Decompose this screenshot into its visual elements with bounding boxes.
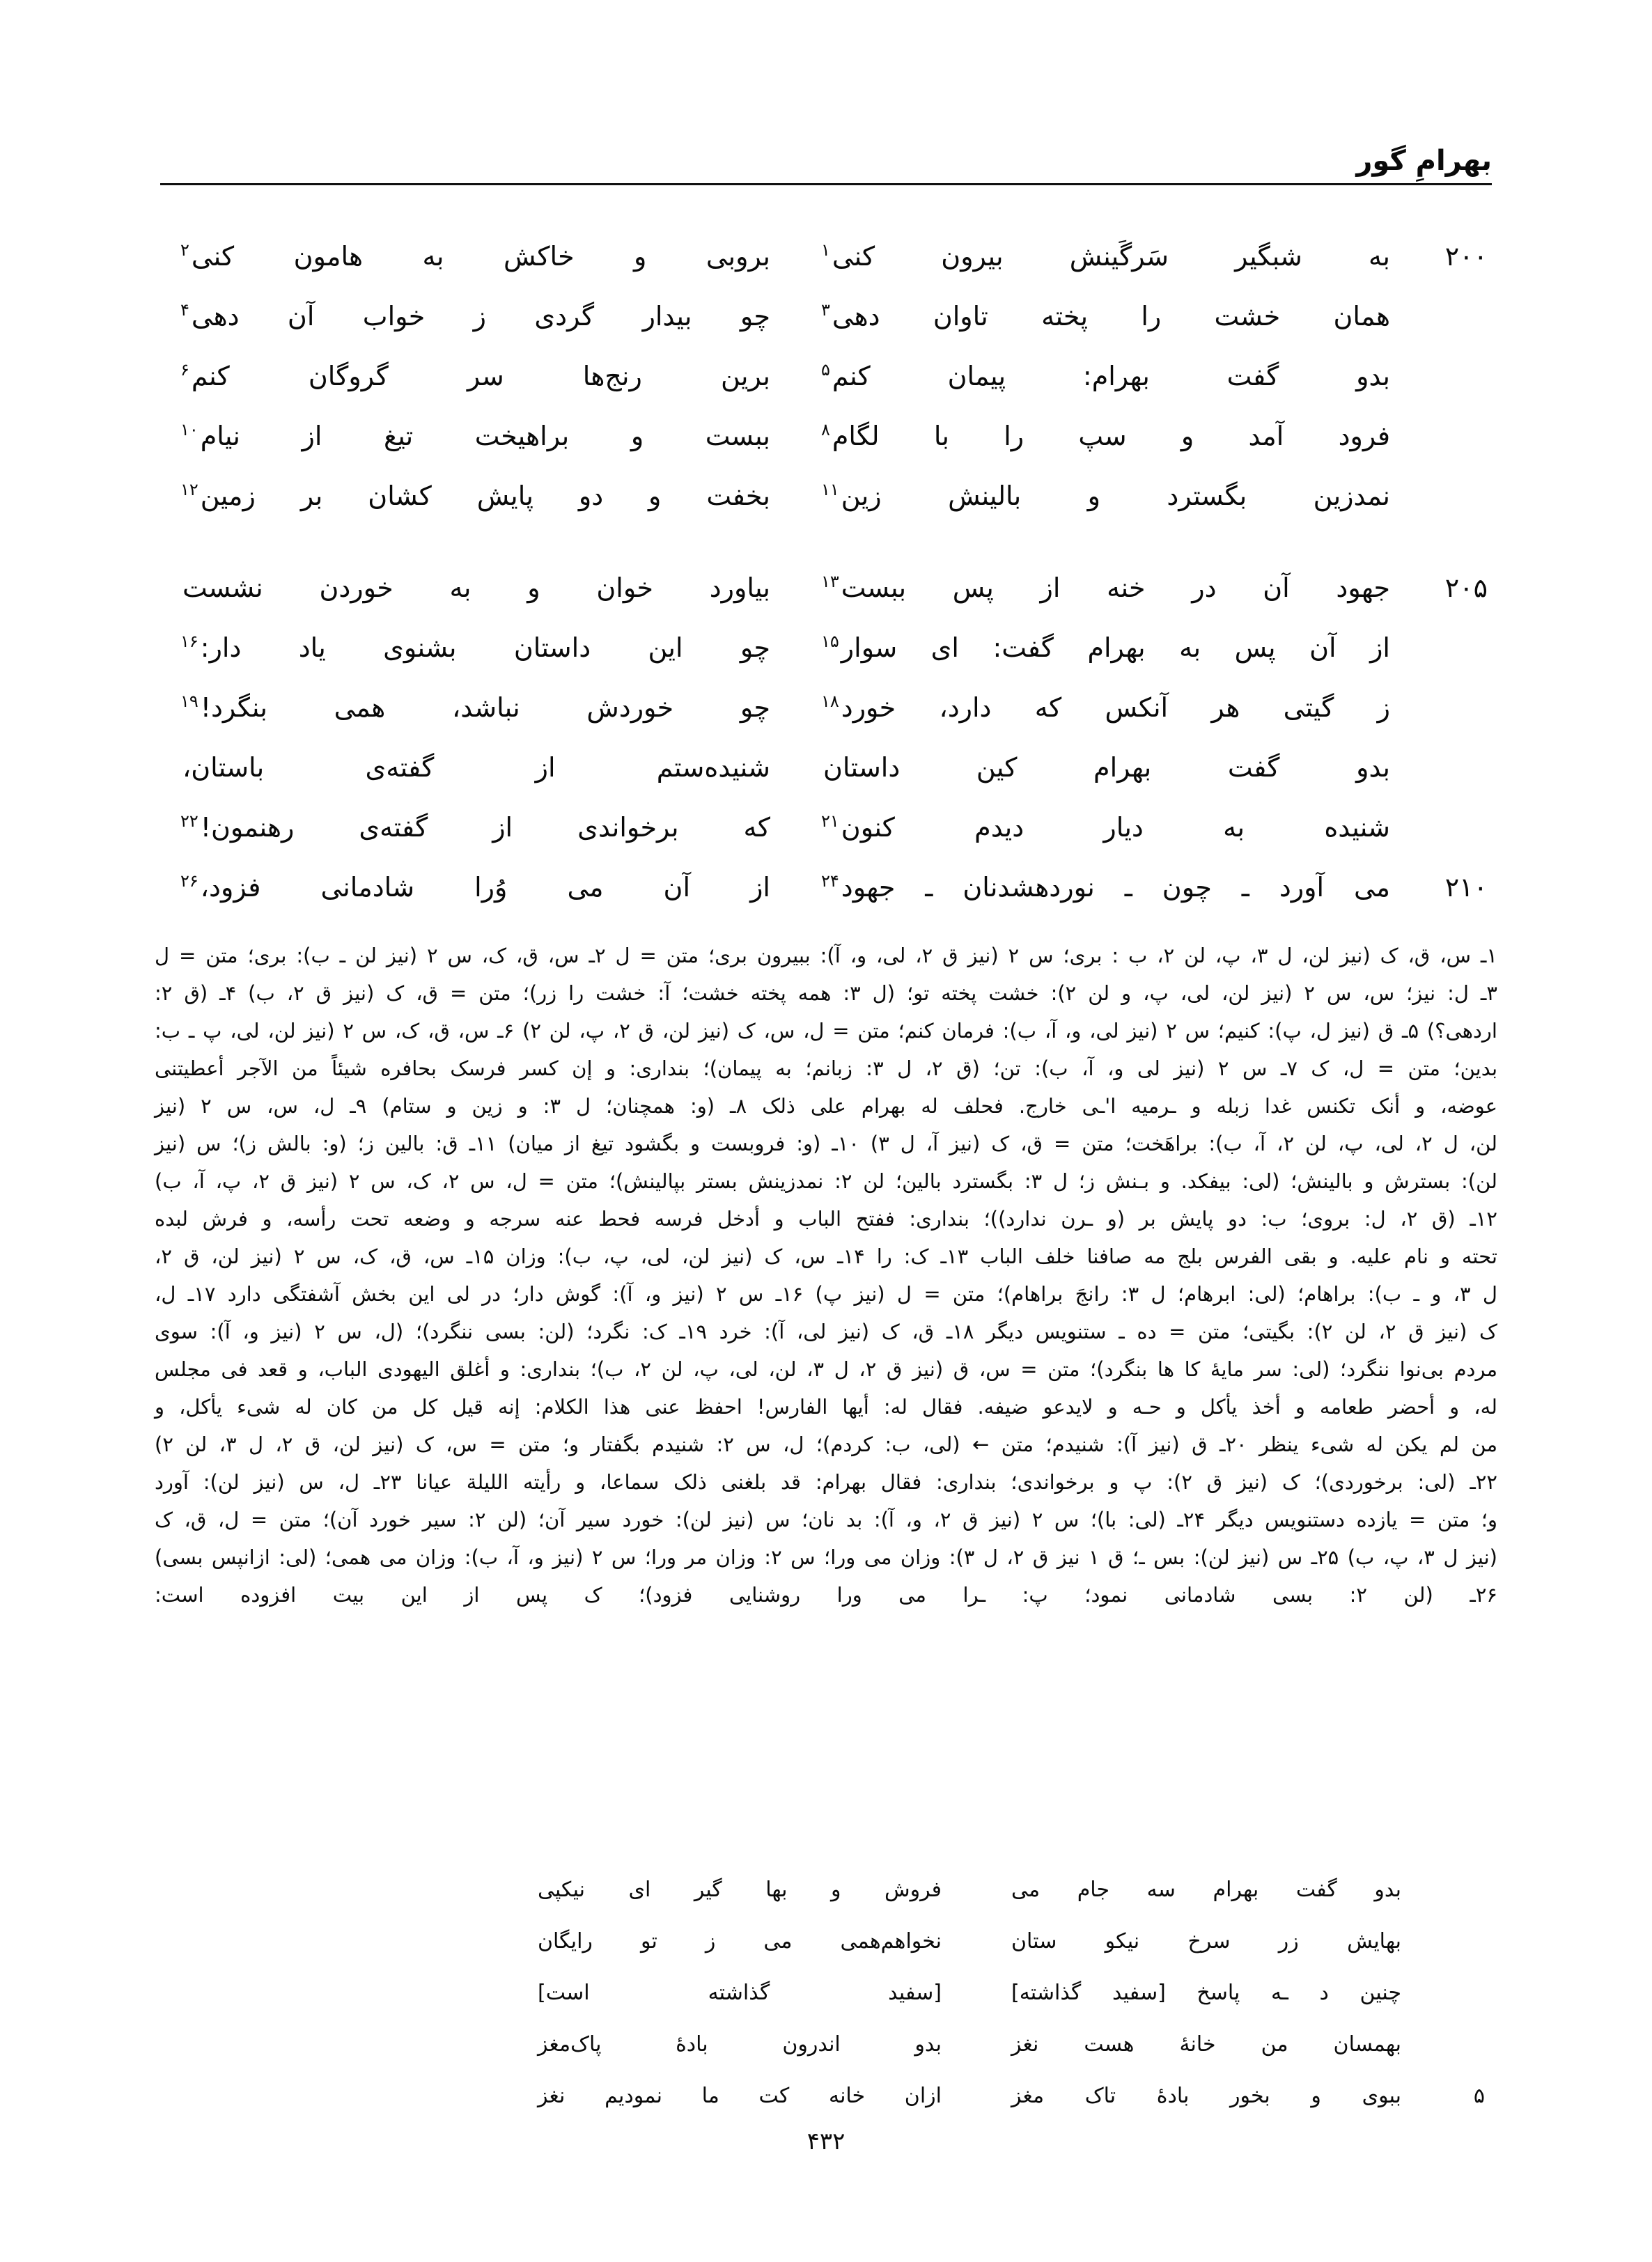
hemistich-first xyxy=(791,741,1390,794)
hemistich-text: می آورد ـ چون ـ نوردهشدنان ـ جهود xyxy=(841,872,1390,903)
hemistich-text: ز گیتی هر آنکس که دارد، خورد xyxy=(841,692,1390,723)
hemistich-second xyxy=(178,230,791,283)
quoted-hemistich-second: بدو اندرون بادهٔ پاک‌مغز xyxy=(538,2032,942,2057)
apparatus-line: اردهی؟) ۵ـ ق (نیز ل، پ): کنیم؛ س ۲ (نیز لی، و، آ، ب): فرمان کنم؛ متن = ل، س، ک (نیز لن، ق ۲، پ، لن ۲) ۶ـ س، ق، ک، س ۲ (نیز لن، لی، پ ـ ب: xyxy=(155,1019,1497,1043)
quoted-verse-number: ۵ xyxy=(1473,2084,1485,2108)
hemistich-text: شنیده‌ستم از گفته‌ی باستان، xyxy=(182,752,770,783)
apparatus-line: ۲۶ـ (لن ۲: بسی شادمانی نمود؛ پ: ـرا می ورا روشنایی فزود)؛ ک پس از این بیت افزوده است: xyxy=(155,1583,1497,1607)
hemistich-second xyxy=(178,410,791,462)
hemistich-text: از آن می وُرا شادمانی فزود، xyxy=(200,872,770,903)
verse-number: ۲۱۰ xyxy=(1444,872,1488,903)
apparatus-line: بدین؛ متن = ل، ک ۷ـ س ۲ (نیز لی و، آ، ب): تن؛ (ق ۲، ل ۳: زبانم؛ به پیمان)؛ بنداری: و إن کسر فرسک بحافره شیئاً من الآجر أعطیتنی xyxy=(155,1056,1498,1080)
stanza-205 xyxy=(160,561,1492,914)
hemistich-second xyxy=(178,469,791,522)
hemistich-first xyxy=(791,801,1390,854)
hemistich-text: از آن پس به بهرام گفت: ای سوار xyxy=(841,632,1390,663)
header-rule xyxy=(160,183,1492,185)
hemistich-first xyxy=(791,621,1390,674)
footnote-ref: ۱۱ xyxy=(821,480,839,500)
quoted-hemistich-second: فروش و بها گیر ای نیکپی xyxy=(538,1878,942,1902)
quoted-hemistich-first: چنین د ـه پاسخ [سفید گذاشته] xyxy=(1011,1981,1401,2005)
hemistich-second xyxy=(178,561,791,614)
footnote-ref: ۲ xyxy=(180,240,189,260)
hemistich-first xyxy=(791,469,1390,522)
quoted-verse-line xyxy=(160,1970,1492,2017)
apparatus-line: ل ۳، و ـ ب): براهام؛ (لی: ابرهام؛ ل ۳: رانجَ براهام)؛ متن = ل (نیز پ) ۱۶ـ س ۲ (نیز و، آ): گوش دار؛ در لی این بخش آشفتگی دارد ۱۷ـ ل، xyxy=(155,1282,1497,1306)
quoted-hemistich-first: بهایش زر سرخ نیکو ستان xyxy=(1011,1929,1401,1953)
apparatus-line: لن، ل ۲، لی، پ، لن ۲، آ، ب): براهَخت؛ متن = ق، ک (نیز آ، ل ۳) ۱۰ـ (و: فروبست و بگشود تیغ از میان) ۱۱ـ ق: بالین ز؛ (و: بالش ز)؛ س (نیز xyxy=(155,1132,1497,1155)
footnote-ref: ۱۲ xyxy=(180,480,198,500)
hemistich-first xyxy=(791,681,1390,734)
folio-number: ۴۳۲ xyxy=(806,2128,846,2155)
verse-number: ۲۰۵ xyxy=(1444,572,1488,603)
footnote-ref: ۴ xyxy=(180,300,189,320)
hemistich-text: جهود آن در خنه از پس ببست xyxy=(841,572,1390,603)
hemistich-text: فرود آمد و سپ را با لگام xyxy=(832,421,1390,451)
hemistich-text: شنیده به دیار دیدم کنون xyxy=(841,812,1390,843)
apparatus-line: ۱ـ س، ق، ک (نیز لن، ل ۳، پ، لن ۲، ب : بری؛ س ۲ (نیز ق ۲، لی، و، آ): ببیرون بری؛ متن = ل ۲ـ س، ق، ک، س ۲ (نیز لن ـ ب): بری؛ متن = ل xyxy=(155,944,1497,967)
verse-line xyxy=(160,621,1492,674)
apparatus-line: مردم بی‌نوا ننگرد؛ (لی: سر مایهٔ کا ها بنگرد)؛ متن = س، ق (نیز ق ۲، ل ۳، لن، لی، پ، لن ۲، ب)؛ بنداری: و أغلق الیهودی الباب، و قعد فی مجلس xyxy=(155,1357,1497,1381)
header-rule-dash xyxy=(160,183,244,185)
footnote-ref: ۲۶ xyxy=(180,871,198,891)
hemistich-first xyxy=(791,290,1390,343)
verse-line xyxy=(160,861,1492,914)
quoted-hemistich-second: ازان خانه کت ما نمودیم نغز xyxy=(538,2084,942,2108)
hemistich-second xyxy=(178,861,791,914)
verse-line xyxy=(160,801,1492,854)
hemistich-text: نمدزین بگسترد و بالینش زین xyxy=(841,481,1390,511)
apparatus-line: ۲۲ـ (لی: برخوردی)؛ ک (نیز ق ۲): پ و برخواندی؛ بنداری: فقال بهرام: قد بلغنی ذلک سماعا، و رأیته اللیلة عیانا ۲۳ـ ل، س (نیز لن): آورد xyxy=(155,1470,1498,1494)
quoted-verse-line xyxy=(160,2073,1492,2120)
hemistich-first xyxy=(791,561,1390,614)
apparatus-line: تحته و نام علیه. و بقی الفرس بلج مه صافنا خلف الباب ۱۳ـ ک: را ۱۴ـ س، ک (نیز لن، لی، پ، ب): وزان ۱۵ـ س، ق، ک، س ۲ (نیز لن، ق ۲، xyxy=(155,1245,1497,1268)
quoted-hemistich-second: نخواهم‌همی می ز تو رایگان xyxy=(538,1929,942,1953)
hemistich-second xyxy=(178,801,791,854)
hemistich-second xyxy=(178,350,791,403)
quoted-hemistich-first: ببوی و بخور بادهٔ تاک مغز xyxy=(1011,2084,1401,2108)
verse-line xyxy=(160,741,1492,794)
footnote-ref: ۱۵ xyxy=(821,632,839,652)
hemistich-text: چو بیدار گردی ز خواب آن دهی xyxy=(191,301,770,332)
verse-line xyxy=(160,230,1492,283)
apparatus-line: (نیز ل ۳، پ، ب) ۲۵ـ س (نیز لن): بس ـ؛ ق ۱ نیز ق ۲، ل ۳): وزان می ورا؛ س ۲: وزان مر ورا؛ س ۲ (نیز و، آ، ب): وزان می همی؛ (لی: ازانپس بسی) xyxy=(155,1545,1497,1569)
hemistich-first xyxy=(791,410,1390,462)
apparatus-line: ۳ـ ل: نیز؛ س، س ۲ (نیز لن، لی، پ، و لن ۲): خشت پخته تو؛ (ل ۳: همه پخته خشت؛ آ: خشت را زر)؛ متن = ق، ک (نیز ق ۲، ب) ۴ـ (ق ۲: xyxy=(155,981,1497,1005)
footnote-ref: ۱۶ xyxy=(180,632,198,652)
footnote-ref: ۲۱ xyxy=(821,811,839,832)
quoted-verse-block xyxy=(160,1866,1492,2124)
hemistich-second xyxy=(178,621,791,674)
apparatus-line: ک (نیز ق ۲، لن ۲): بگیتی؛ متن = ده ـ ستنویس دیگر ۱۸ـ ق، ک (نیز لی، آ): خرد ۱۹ـ ک: نگرد؛ (لن: بسی ننگرد)؛ (ل، س ۲ (نیز و، آ): سوی xyxy=(155,1320,1497,1343)
footnote-ref: ۱ xyxy=(821,240,830,260)
hemistich-first xyxy=(791,861,1390,914)
apparatus-line: لن): بسترش و بالینش؛ (لی: بیفکد. و بـنش ز؛ ل ۳: بگسترد بالین؛ لن ۲: نمدزینش بستر بپالینش)؛ متن = ل، س ۲، ک، س ۲ (نیز ق ۲، پ، آ، ب) xyxy=(155,1169,1498,1193)
apparatus-line: ۱۲ـ (ق ۲، ل: بروی؛ ب: دو پایش بر (و ـرن ندارد))؛ بنداری: ففتح الباب و أدخل فرسه فحط عنه سرجه و وضعه تحت رأسه، و فرش لبده xyxy=(155,1207,1497,1231)
quoted-verse-line xyxy=(160,1866,1492,1914)
hemistich-text: همان خشت را پخته تاوان دهی xyxy=(832,301,1390,332)
stanza-200 xyxy=(160,230,1492,522)
verse-line xyxy=(160,469,1492,522)
verse-line xyxy=(160,290,1492,343)
hemistich-text: بدو گفت بهرام: پیمان کنم xyxy=(832,361,1390,391)
footnote-ref: ۳ xyxy=(821,300,830,320)
hemistich-text: بدو گفت بهرام کین داستان xyxy=(823,752,1390,783)
hemistich-second xyxy=(178,681,791,734)
footnote-ref: ۸ xyxy=(821,420,830,440)
quoted-hemistich-first: بهمسان من خانهٔ هست نغز xyxy=(1011,2032,1401,2057)
quoted-hemistich-second: [سفید گذاشته است] xyxy=(538,1981,942,2005)
verse-body xyxy=(160,230,1492,953)
hemistich-text: بیاورد خوان و به خوردن نشست xyxy=(182,572,770,603)
critical-apparatus xyxy=(155,937,1497,1614)
footnote-ref: ۲۴ xyxy=(821,871,839,891)
hemistich-text: بخفت و دو پایش کشان بر زمین xyxy=(200,481,770,511)
running-head-title: بهرامِ گور xyxy=(1356,145,1492,177)
hemistich-second xyxy=(178,741,791,794)
hemistich-text: بروبی و خاکش به هامون کنی xyxy=(191,241,770,272)
hemistich-text: که برخواندی از گفته‌ی رهنمون! xyxy=(200,812,770,843)
apparatus-line: من لم یکن له شیء ینظر ۲۰ـ ق (نیز آ): شنیدم؛ متن ← (لی، ب: کردم)؛ ل، س ۲: شنیدم بگفتار و؛ متن = س، ک (نیز لن، ق ۲، ل ۳، لن ۲) xyxy=(155,1433,1497,1456)
quoted-hemistich-first: بدو گفت بهرام سه جام می xyxy=(1011,1878,1401,1902)
footnote-ref: ۱۰ xyxy=(180,420,198,440)
footnote-ref: ۱۸ xyxy=(821,692,839,712)
hemistich-second xyxy=(178,290,791,343)
hemistich-text: ببست و براهیخت تیغ از نیام xyxy=(200,421,770,451)
hemistich-first xyxy=(791,230,1390,283)
hemistich-text: چو این داستان بشنوی یاد دار: xyxy=(200,632,770,663)
verse-line xyxy=(160,561,1492,614)
footnote-ref: ۱۳ xyxy=(821,572,839,592)
verse-line xyxy=(160,350,1492,403)
page-header xyxy=(160,118,1492,195)
hemistich-text: چو خوردش نباشد، همی بنگرد! xyxy=(200,692,770,723)
hemistich-first xyxy=(791,350,1390,403)
footnote-ref: ۲۲ xyxy=(180,811,198,832)
hemistich-text: به شبگیر سَرگَینش بیرون کنی xyxy=(832,241,1390,272)
footnote-ref: ۵ xyxy=(821,360,830,380)
verse-line xyxy=(160,681,1492,734)
verse-line xyxy=(160,410,1492,462)
footnote-ref: ۶ xyxy=(180,360,189,380)
hemistich-text: برین رنج‌ها سر گروگان کنم xyxy=(191,361,770,391)
quoted-verse-line xyxy=(160,1918,1492,1965)
quoted-verse-line xyxy=(160,2021,1492,2068)
footnote-ref: ۱۹ xyxy=(180,692,198,712)
apparatus-line: و؛ متن = یازده دستنویس دیگر ۲۴ـ (لی: با)؛ س ۲ (نیز ق ۲، و، آ): بد نان؛ س (نیز لن): خورد سیر آن؛ (لن ۲: سیر خورد آن)؛ متن = ل، ق، ک xyxy=(155,1508,1498,1531)
apparatus-line: عوضه، و أنک تکنس غدا زبله و ـرمیه ا'ـی خارج. فحلف له بهرام علی ذلک ۸ـ (و: همچنان؛ ل ۳: و زین و ستام) ۹ـ ل، س، س ۲ (نیز xyxy=(155,1094,1497,1118)
verse-number: ۲۰۰ xyxy=(1444,241,1488,272)
apparatus-line: له، و أحضر طعامه و أخذ یأکل و حـه و لایدعو ضیفه. فقال له: أیها الفارس! احفظ عنی هذا الکلام: إنه قیل کل من کان له شیء یأکل، و xyxy=(155,1395,1497,1419)
